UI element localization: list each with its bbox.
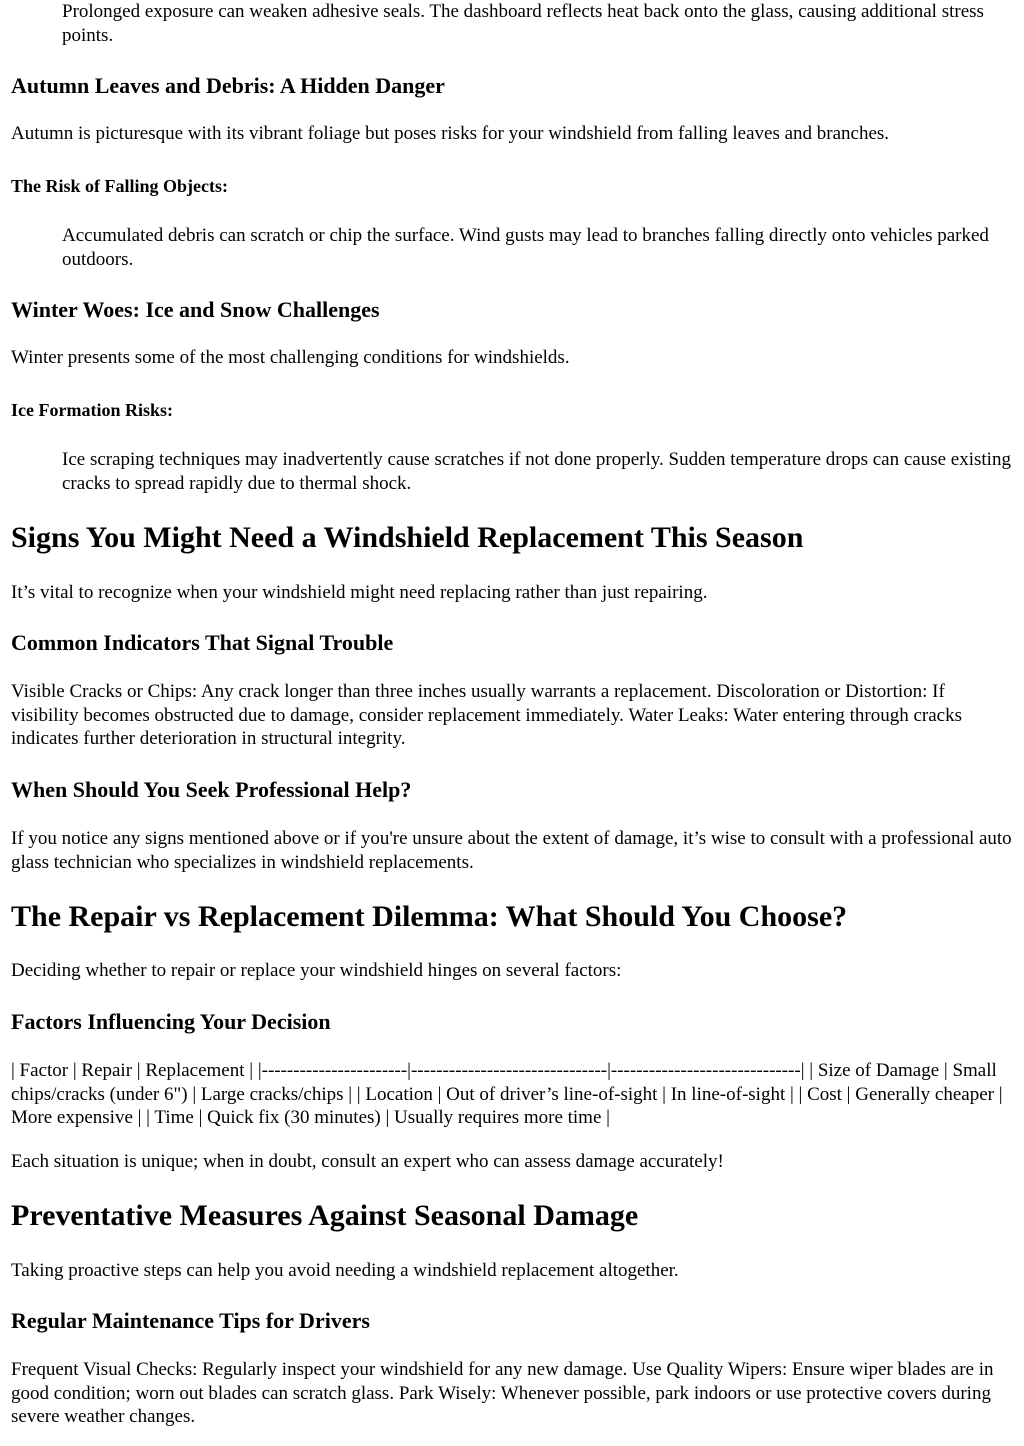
expert-advice-paragraph: Each situation is unique; when in doubt, consult an expert who can assess damage accurately! <box>11 1151 724 1172</box>
section-heading-winter: Winter Woes: Ice and Snow Challenges <box>11 297 380 322</box>
signs-intro-paragraph: It’s vital to recognize when your windshield might need replacing rather than just repairing. <box>11 582 708 603</box>
subheading-professional-help: When Should You Seek Professional Help? <box>11 777 412 802</box>
factors-table-text: | Factor | Repair | Replacement | |-----------------------|-------------------------------|------------------------------| | Size of Damage | Small chips/cracks (under 6") | Large cracks/chips | | Location | Out of driver’s line-of-sight | In line-of-sight | | Cost | Generally cheaper | More expensive | | Time | Quick fix (30 minutes) | Usually requires more time | <box>11 1060 1003 1128</box>
ice-formation-quote: Ice scraping techniques may inadvertently cause scratches if not done properly. Sudden temperature drops can cause existing cracks to spread rapidly due to thermal shock. <box>62 449 1011 494</box>
indicators-paragraph: Visible Cracks or Chips: Any crack longer than three inches usually warrants a replacement. Discoloration or Distortion: If visibility becomes obstructed due to damage, consider replacement immediately. Water Leaks: Water entering through cracks indicates further deterioration in structural integrity. <box>11 681 963 749</box>
section-title-repair-vs-replacement: The Repair vs Replacement Dilemma: What Should You Choose? <box>11 900 848 933</box>
section-heading-autumn: Autumn Leaves and Debris: A Hidden Danger <box>11 73 445 98</box>
dilemma-intro-paragraph: Deciding whether to repair or replace your windshield hinges on several factors: <box>11 960 622 981</box>
winter-intro-paragraph: Winter presents some of the most challenging conditions for windshields. <box>11 347 570 368</box>
summer-heat-quote: Prolonged exposure can weaken adhesive seals. The dashboard reflects heat back onto the glass, causing additional stress points. <box>62 1 984 46</box>
professional-help-paragraph: If you notice any signs mentioned above or if you're unsure about the extent of damage, it’s wise to consult with a professional auto glass technician who specializes in windshield replacements. <box>11 828 1012 873</box>
subheading-ice-formation: Ice Formation Risks: <box>11 400 173 420</box>
falling-objects-quote: Accumulated debris can scratch or chip the surface. Wind gusts may lead to branches falling directly onto vehicles parked outdoors. <box>62 225 989 270</box>
section-title-signs: Signs You Might Need a Windshield Replacement This Season <box>11 521 804 554</box>
subheading-factors: Factors Influencing Your Decision <box>11 1009 331 1034</box>
subheading-common-indicators: Common Indicators That Signal Trouble <box>11 630 394 655</box>
autumn-intro-paragraph: Autumn is picturesque with its vibrant foliage but poses risks for your windshield from falling leaves and branches. <box>11 123 890 144</box>
maintenance-tips-paragraph: Frequent Visual Checks: Regularly inspect your windshield for any new damage. Use Quality Wipers: Ensure wiper blades are in good condition; worn out blades can scratch glass. Park Wisely: Whenever possible, park indoors or use protective covers during severe weather changes. <box>11 1359 994 1427</box>
subheading-falling-objects: The Risk of Falling Objects: <box>11 176 229 196</box>
preventative-intro-paragraph: Taking proactive steps can help you avoid needing a windshield replacement altogether. <box>11 1260 679 1281</box>
subheading-maintenance-tips: Regular Maintenance Tips for Drivers <box>11 1308 370 1333</box>
section-title-preventative-measures: Preventative Measures Against Seasonal Damage <box>11 1199 639 1232</box>
